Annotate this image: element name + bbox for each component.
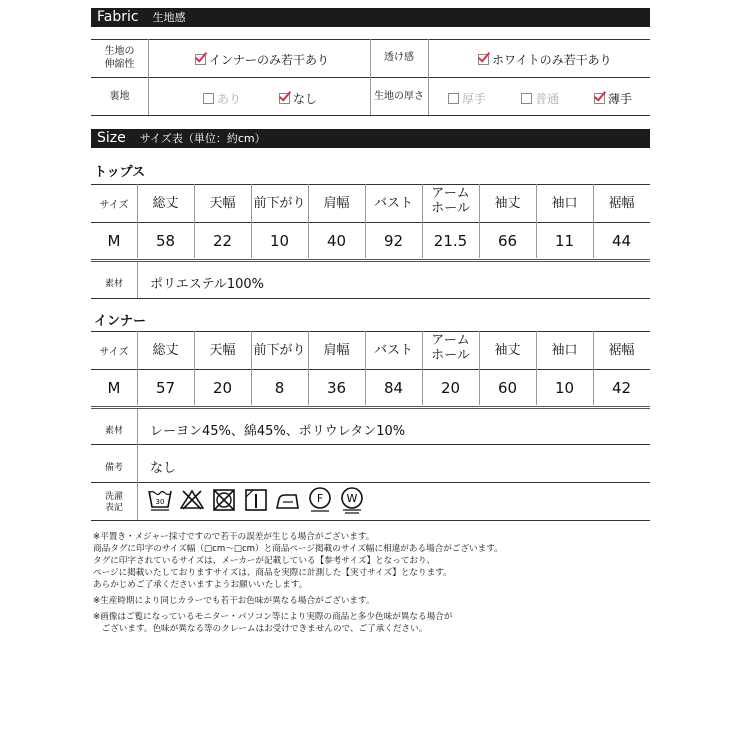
- inner-header-cell: アーム ホール: [431, 333, 470, 363]
- inner-material-label: 素材: [104, 426, 123, 436]
- inner-value-cell: 10: [554, 379, 575, 397]
- lining-label: 裏地: [109, 91, 130, 102]
- tops-header-cell: 総丈: [152, 196, 179, 211]
- note-line: ※平置き・メジャー採寸ですので若干の誤差が生じる場合がございます。: [93, 532, 375, 542]
- stretch-option: インナーのみ若干あり: [195, 51, 329, 68]
- sheer-label: 透け感: [384, 52, 414, 63]
- inner-section-title: インナー: [94, 314, 147, 329]
- tops-header-cell: 天幅: [209, 196, 236, 211]
- tops-material-value: ポリエステル100%: [150, 277, 264, 292]
- note-line: ※生産時期により同じカラーでも若干お色味が異なる場合がございます。: [93, 596, 375, 606]
- care-label: 洗濯 表記: [104, 492, 123, 513]
- lining-option-no: なし: [279, 90, 317, 107]
- note-line: ※画像はご覧になっているモニター・パソコン等により実際の商品と多少色味が異なる場合が: [93, 612, 453, 622]
- inner-remarks-label: 備考: [104, 463, 123, 473]
- no-tumble-dry-icon: [212, 486, 236, 514]
- inner-material-value: レーヨン45%、綿45%、ポリウレタン10%: [150, 424, 406, 439]
- tops-value-cell: 40: [326, 232, 347, 250]
- inner-header-cell: 総丈: [152, 343, 179, 358]
- thickness-label: 生地の厚さ: [374, 91, 424, 102]
- tops-header-cell: 袖丈: [494, 196, 521, 211]
- check-icon: [279, 93, 290, 104]
- tops-material-label: 素材: [104, 279, 123, 289]
- tops-value-cell: 58: [155, 232, 176, 250]
- inner-value-cell: 84: [383, 379, 404, 397]
- check-icon: [594, 93, 605, 104]
- tops-header-cell: 裾幅: [608, 196, 635, 211]
- tops-value-cell: 10: [269, 232, 290, 250]
- checkbox-icon: [448, 93, 459, 104]
- fabric-title: Fabric: [97, 9, 139, 25]
- sheer-option: ホワイトのみ若干あり: [478, 51, 612, 68]
- checkbox-icon: [203, 93, 214, 104]
- thickness-option-thick: 厚手: [448, 90, 486, 107]
- tops-value-cell: 44: [611, 232, 632, 250]
- iron-low-icon: [276, 486, 300, 514]
- note-line: 商品タグに印字のサイズ幅（□cm〜□cm）と商品ページ掲載のサイズ幅に相違がある場合がございます。: [93, 544, 503, 554]
- wet-clean-w-icon: [340, 486, 364, 514]
- inner-header-cell: 前下がり: [253, 343, 306, 358]
- size-header: [91, 129, 650, 148]
- size-subtitle: サイズ表（単位：約cm）: [139, 132, 266, 145]
- tops-value-cell: 11: [554, 232, 575, 250]
- no-bleach-icon: [180, 486, 204, 514]
- check-icon: [478, 54, 489, 65]
- tops-header-cell: 肩幅: [323, 196, 350, 211]
- note-line: ページに掲載いたしておりますサイズは、商品を実際に計測した【実寸サイズ】となります。: [93, 568, 452, 578]
- tops-value-cell: 22: [212, 232, 233, 250]
- tops-value-cell: 66: [497, 232, 518, 250]
- inner-header-cell: 袖口: [551, 343, 578, 358]
- inner-header-cell: 裾幅: [608, 343, 635, 358]
- svg-text:30: 30: [155, 498, 165, 506]
- tops-section-title: トップス: [94, 165, 146, 180]
- inner-header-cell: 天幅: [209, 343, 236, 358]
- drip-dry-shade-icon: [244, 486, 268, 514]
- lining-option-yes: あり: [203, 90, 241, 107]
- fabric-header: [91, 8, 650, 27]
- thickness-option-normal: 普通: [521, 90, 559, 107]
- inner-header-cell: 袖丈: [494, 343, 521, 358]
- inner-value-cell: 60: [497, 379, 518, 397]
- tops-header-cell: 袖口: [551, 196, 578, 211]
- inner-header-cell: 肩幅: [323, 343, 350, 358]
- stretch-label: 生地の 伸縮性: [104, 46, 135, 70]
- tops-header-cell: サイズ: [99, 200, 129, 211]
- inner-value-cell: 57: [155, 379, 176, 397]
- inner-value-cell: 8: [274, 379, 285, 397]
- note-line: ございます。色味が異なる等のクレームはお受けできませんので、ご了承ください。: [93, 624, 428, 634]
- thickness-option-thin: 薄手: [594, 90, 632, 107]
- tops-header-cell: 前下がり: [253, 196, 306, 211]
- tops-header-cell: バスト: [373, 196, 413, 211]
- note-line: タグに印字されているサイズは、メーカーが記載している【参考サイズ】となっており、: [93, 556, 436, 566]
- inner-value-cell: 20: [440, 379, 461, 397]
- check-icon: [195, 54, 206, 65]
- tops-header-cell: アーム ホール: [431, 186, 470, 216]
- dry-clean-f-icon: [308, 486, 332, 514]
- tops-value-cell: 21.5: [433, 232, 468, 250]
- inner-header-cell: バスト: [373, 343, 413, 358]
- checkbox-icon: [521, 93, 532, 104]
- fabric-subtitle: 生地感: [152, 11, 186, 24]
- tops-value-cell: M: [107, 232, 121, 250]
- inner-value-cell: 20: [212, 379, 233, 397]
- svg-text:W: W: [346, 492, 358, 505]
- tops-value-cell: 92: [383, 232, 404, 250]
- inner-value-cell: M: [107, 379, 121, 397]
- inner-value-cell: 36: [326, 379, 347, 397]
- svg-text:F: F: [316, 492, 324, 505]
- wash-30-icon: [148, 486, 172, 514]
- inner-header-cell: サイズ: [99, 347, 129, 358]
- note-line: あらかじめご了承くださいますようお願いいたします。: [93, 580, 308, 590]
- inner-remarks-value: なし: [150, 461, 177, 476]
- inner-value-cell: 42: [611, 379, 632, 397]
- size-title: Size: [97, 130, 126, 146]
